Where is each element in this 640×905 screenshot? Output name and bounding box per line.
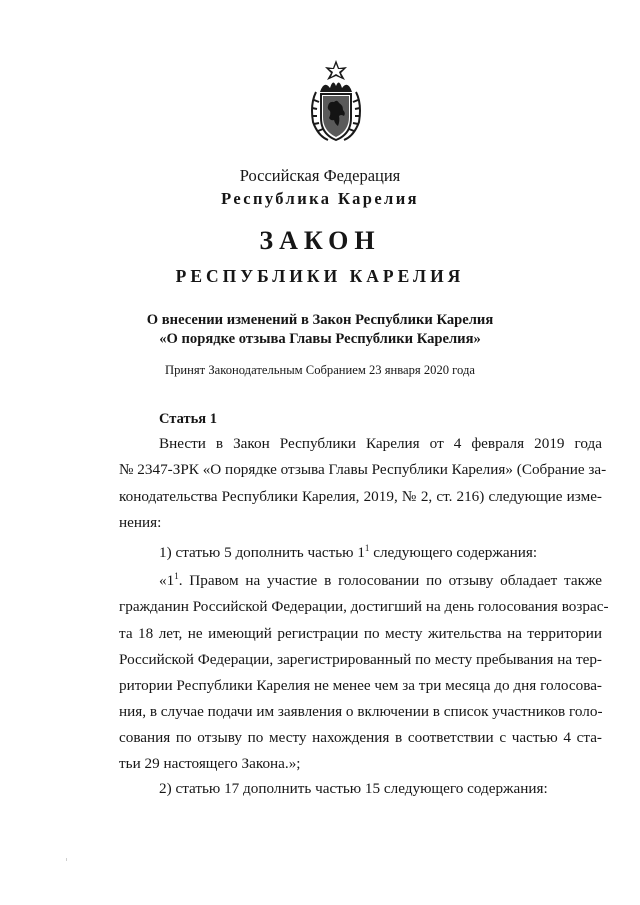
document-type: ЗАКОН [259,226,381,255]
adoption-date: Принят Законодательным Собранием 23 января 2020 года [165,363,475,377]
country-name: Российская Федерация [239,166,401,185]
subject-line-1: О внесении изменений в Закон Республики Карелия [146,312,494,328]
quote-first-line: «$1^1$. Правом на участие в голосовании по отзыву обладает также [159,571,602,589]
list-item-1: 1) статью 5 дополнить частью $1^1$ следующего содержания: [159,543,538,561]
paragraph-line: конодательства Республики Карелия, 2019, № 2, ст. 216) следующие изме- [119,488,602,505]
document-issuer: РЕСПУБЛИКИ КАРЕЛИЯ [175,266,465,286]
quote-line: Российской Федерации, зарегистрированный по месту пребывания на тер- [119,651,602,668]
quote-line: ритории Республики Карелия не менее чем за три месяца до дня голосова- [119,677,602,694]
paragraph-line: № 2347-ЗРК «О порядке отзыва Главы Республики Карелия» (Собрание за- [119,461,607,478]
quote-line: ния, в случае подачи им заявления о включении в список участников голо- [119,703,603,720]
list-item-2: 2) статью 17 дополнить частью 15 следующего содержания: [159,780,548,797]
quote-line: сования по отзыву по месту нахождения в соответствии с частью 4 ста- [119,729,602,746]
subject-line-2: «О порядке отзыва Главы Республики Карелия» [159,331,481,347]
quote-line: та 18 лет, не имеющий регистрации по месту жительства на территории [119,625,602,642]
article-heading: Статья 1 [159,411,217,427]
paragraph-line: Внести в Закон Республики Карелия от 4 февраля 2019 года [159,435,602,452]
quote-line: гражданин Российской Федерации, достигший на день голосования возрас- [119,598,609,615]
quote-line: тьи 29 настоящего Закона.»; [119,755,301,772]
republic-name: Республика Карелия [221,189,419,208]
karelia-coat-of-arms-icon [306,58,366,144]
scan-artifact [66,858,67,861]
paragraph-line: нения: [119,514,162,531]
